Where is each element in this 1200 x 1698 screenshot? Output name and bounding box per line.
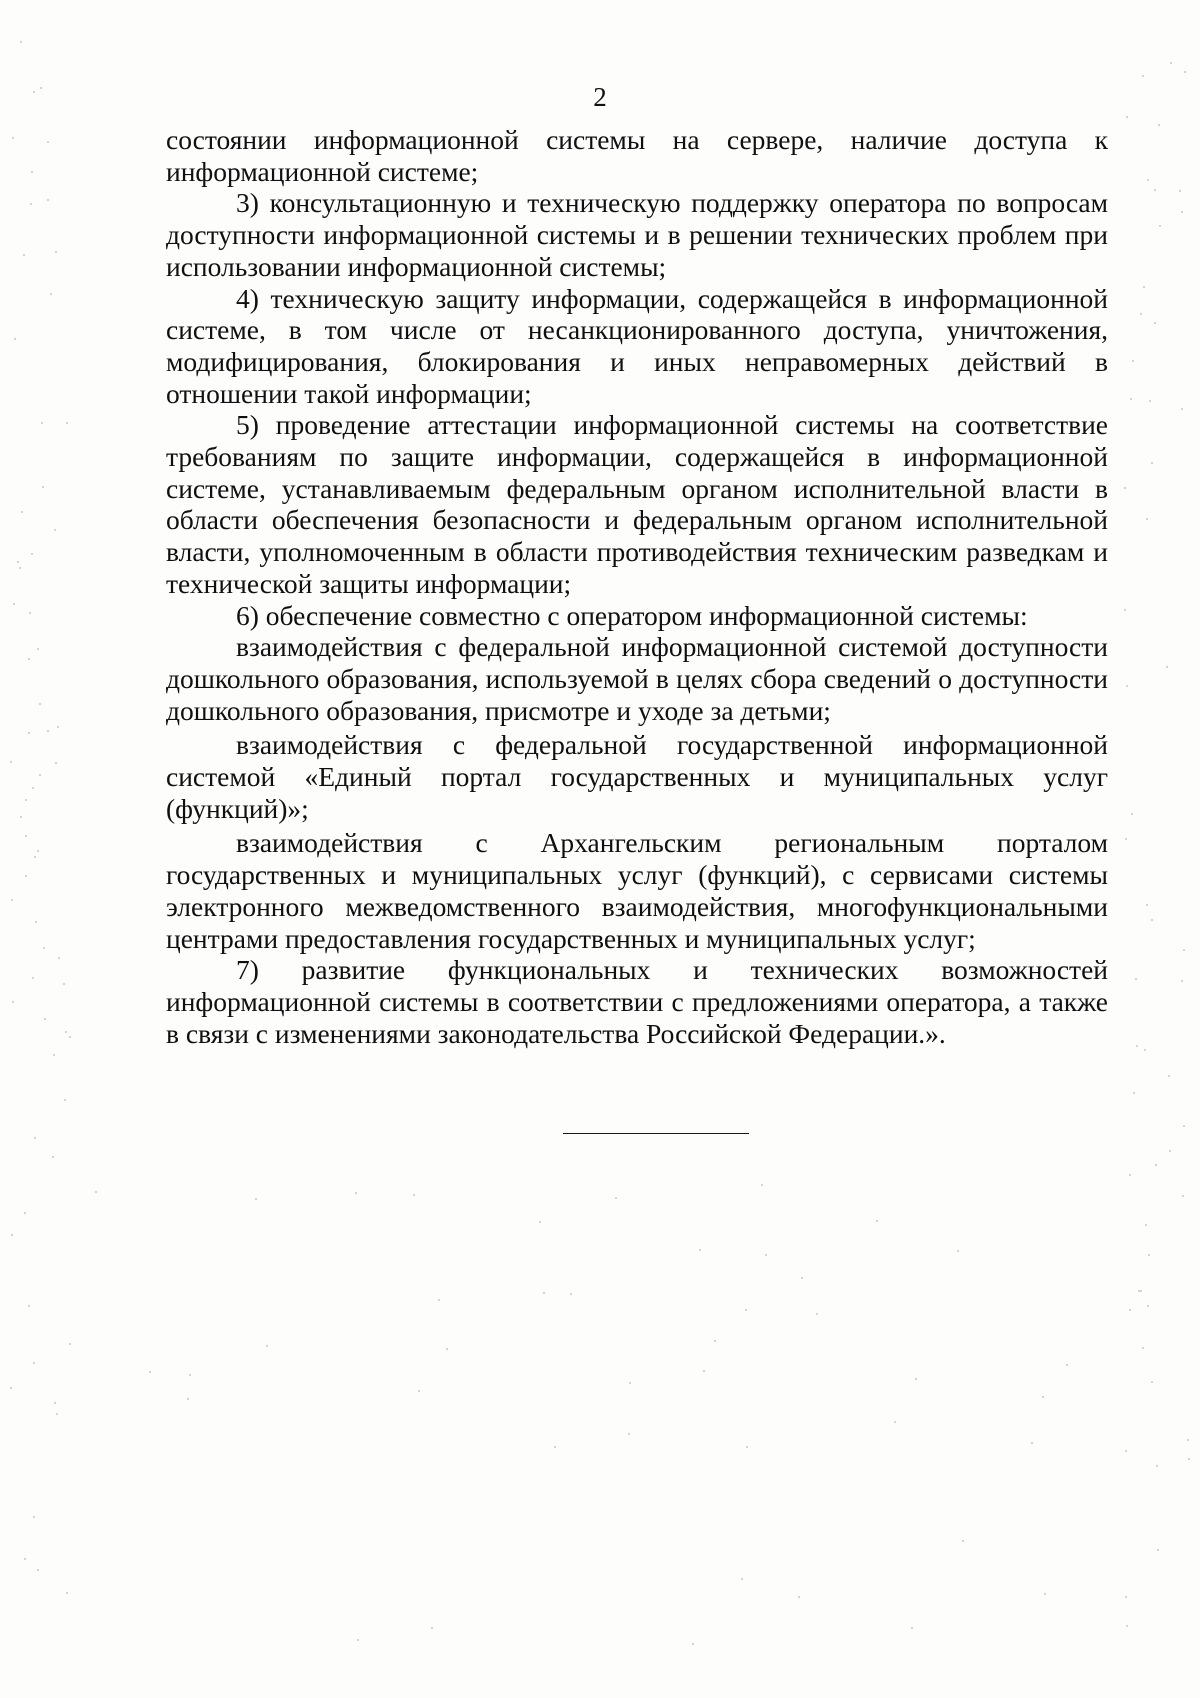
scan-speck xyxy=(14,338,16,340)
scan-speck xyxy=(915,1378,917,1380)
scan-speck xyxy=(1158,124,1160,126)
scan-speck xyxy=(19,567,21,569)
scan-speck xyxy=(1183,1125,1185,1127)
scan-speck xyxy=(1031,1442,1033,1444)
scan-speck xyxy=(65,1031,67,1033)
scan-speck xyxy=(1125,1596,1127,1598)
scan-speck xyxy=(1154,189,1156,191)
scan-speck xyxy=(629,1382,631,1384)
scan-speck xyxy=(431,1627,433,1629)
paragraph-item-7: 7) развитие функциональных и технических возможностей информационной системы в соответствии с предложениями оператора, а также в связи с изменениями законодательства Российской Федерации.». xyxy=(166,954,1108,1049)
scan-speck xyxy=(761,1184,763,1186)
scan-speck xyxy=(1130,398,1132,400)
scan-speck xyxy=(32,977,34,979)
scan-speck xyxy=(1144,1049,1146,1051)
scan-speck xyxy=(962,1540,964,1542)
paragraph-item-5: 5) проведение аттестации информационной системы на соответствие требованиям по защите информации, содержащейся в информационной системе, устанавливаемым федеральным органом исполнительной власти в области обеспечения безопасности и федеральным органом исполнительной власти, уполномоченным в области противодействия техническим разведкам и технической защиты информации; xyxy=(166,409,1108,599)
scan-speck xyxy=(1129,1174,1131,1176)
scan-speck xyxy=(1066,1364,1068,1366)
scan-speck xyxy=(1143,286,1145,288)
scan-speck xyxy=(11,1234,13,1236)
scan-speck xyxy=(266,1345,268,1347)
scan-speck xyxy=(33,1516,35,1518)
scan-speck xyxy=(1188,1458,1190,1460)
scan-speck xyxy=(29,612,31,614)
scan-speck xyxy=(1183,949,1185,951)
scan-speck xyxy=(43,947,45,949)
scan-speck xyxy=(39,703,41,705)
scan-speck xyxy=(957,1250,959,1252)
scan-speck xyxy=(615,1197,617,1199)
scan-speck xyxy=(187,1398,189,1400)
scan-speck xyxy=(1147,179,1149,181)
scan-speck xyxy=(1146,518,1148,520)
scan-speck xyxy=(34,1137,36,1139)
scan-speck xyxy=(1170,62,1172,64)
scan-speck xyxy=(1159,225,1161,227)
scan-speck xyxy=(1181,408,1183,410)
scan-speck xyxy=(47,141,49,143)
scan-speck xyxy=(1140,1290,1142,1292)
scan-speck xyxy=(357,1639,359,1641)
scan-speck xyxy=(446,1348,448,1350)
scan-speck xyxy=(1126,116,1128,118)
paragraph-item-6-sub-2: взаимодействия с федеральной государственной информационной системой «Единый портал государственных и муниципальных услуг (функций)»; xyxy=(166,729,1108,824)
scan-speck xyxy=(1151,919,1153,921)
scan-speck xyxy=(798,1596,800,1598)
scan-speck xyxy=(1179,190,1181,192)
scan-speck xyxy=(1151,462,1153,464)
scan-speck xyxy=(1147,1305,1149,1307)
paragraph-item-6-sub-1: взаимодействия с федеральной информационной системой доступности дошкольного образования, используемой в целях сбора сведений о доступности дошкольного образования, присмотре и уходе за детьми; xyxy=(166,631,1108,726)
end-of-text-rule xyxy=(563,1133,749,1134)
scan-speck xyxy=(54,1402,56,1404)
scan-speck xyxy=(1133,1092,1135,1094)
scan-speck xyxy=(699,1249,701,1251)
scan-speck xyxy=(25,875,27,877)
scan-speck xyxy=(21,511,23,513)
scan-speck xyxy=(44,1018,46,1020)
scan-speck xyxy=(54,529,56,531)
scan-speck xyxy=(1140,313,1142,315)
scan-speck xyxy=(25,799,27,801)
scan-speck xyxy=(1148,1254,1150,1256)
scan-speck xyxy=(32,787,34,789)
paragraph-item-4: 4) техническую защиту информации, содержащейся в информационной системе, в том числе от несанкционированного доступа, уничтожения, модифицирования, блокирования и иных неправомерных действий в отношении такой информации; xyxy=(166,282,1108,409)
scan-speck xyxy=(876,1220,878,1222)
scan-speck xyxy=(539,1221,541,1223)
scan-speck xyxy=(746,1446,748,1448)
scan-speck xyxy=(20,816,22,818)
scan-speck xyxy=(37,1569,39,1571)
scan-speck xyxy=(189,1374,191,1376)
scan-speck xyxy=(1168,1075,1170,1077)
scan-speck xyxy=(20,41,22,43)
scan-speck xyxy=(95,1191,97,1193)
scan-speck xyxy=(37,850,39,852)
page-number: 2 xyxy=(593,82,607,112)
scan-speck xyxy=(765,1254,767,1256)
scan-speck xyxy=(24,1558,26,1560)
scan-speck xyxy=(69,1343,71,1345)
scan-speck xyxy=(1184,71,1186,73)
scan-speck xyxy=(911,1627,913,1629)
scan-speck xyxy=(1129,1309,1131,1311)
scan-speck xyxy=(745,1309,747,1311)
scan-speck xyxy=(1182,1195,1184,1197)
scan-speck xyxy=(1157,1549,1159,1551)
scan-speck xyxy=(1146,904,1148,906)
scan-speck xyxy=(66,1592,68,1594)
scan-speck xyxy=(801,1277,803,1279)
scan-speck xyxy=(25,835,27,837)
scan-speck xyxy=(1044,1593,1046,1595)
scan-speck xyxy=(31,171,33,173)
paragraph-item-3: 3) консультационную и техническую поддержку оператора по вопросам доступности информационной системы и в решении технических проблем при использовании информационной системы; xyxy=(166,187,1108,282)
scan-speck xyxy=(33,1362,35,1364)
scan-speck xyxy=(63,983,65,985)
scan-speck xyxy=(28,1305,30,1307)
scan-speck xyxy=(1131,813,1133,815)
scan-speck xyxy=(24,1212,26,1214)
scan-speck xyxy=(703,1370,705,1372)
scan-speck xyxy=(39,774,41,776)
scan-speck xyxy=(34,856,36,858)
paragraph-item-6: 6) обеспечение совместно с оператором информационной системы: xyxy=(236,599,1028,631)
scan-speck xyxy=(35,921,37,923)
paragraph-continuation: состоянии информационной системы на сервере, наличие доступа к информационной системе; xyxy=(166,124,1108,187)
scan-speck xyxy=(10,1387,12,1389)
scan-speck xyxy=(894,1421,896,1423)
scan-speck xyxy=(1132,360,1134,362)
scan-speck xyxy=(53,1054,55,1056)
scan-speck xyxy=(1155,1164,1157,1166)
scan-speck xyxy=(1166,666,1168,668)
scan-speck xyxy=(1135,978,1137,980)
scan-speck xyxy=(714,1340,716,1342)
scan-speck xyxy=(413,1194,415,1196)
scan-speck xyxy=(41,422,43,424)
paragraph-item-6-sub-3: взаимодействия с Архангельским региональным порталом государственных и муниципальных услуг (функций), с сервисами системы электронного межведомственного взаимодействия, многофункциональными центрами предоставления государственных и муниципальных услуг; xyxy=(166,827,1108,954)
scan-speck xyxy=(1136,1045,1138,1047)
scan-speck xyxy=(11,899,13,901)
scan-speck xyxy=(12,137,14,139)
scan-speck xyxy=(52,1156,54,1158)
scan-speck xyxy=(12,1001,14,1003)
scan-speck xyxy=(816,1313,818,1315)
scan-speck xyxy=(47,730,49,732)
scan-speck xyxy=(42,486,44,488)
scan-speck xyxy=(1149,400,1151,402)
document-body xyxy=(166,124,1108,1049)
scan-speck xyxy=(1169,1150,1171,1152)
scan-speck xyxy=(355,1192,357,1194)
scan-speck xyxy=(1156,1465,1158,1467)
scan-speck xyxy=(50,293,52,295)
scan-speck xyxy=(13,603,15,605)
scan-speck xyxy=(1142,1347,1144,1349)
scan-speck xyxy=(570,1293,572,1295)
scan-speck xyxy=(741,1578,743,1580)
scan-speck xyxy=(31,553,33,555)
scan-speck xyxy=(438,1299,440,1301)
scan-speck xyxy=(543,1292,545,1294)
scan-speck xyxy=(69,1036,71,1038)
scan-speck xyxy=(149,1371,151,1373)
scan-speck xyxy=(55,762,57,764)
scan-speck xyxy=(30,203,32,205)
scan-speck xyxy=(554,1446,556,1448)
scan-speck xyxy=(255,1198,257,1200)
scan-speck xyxy=(1125,1450,1127,1452)
scan-speck xyxy=(23,254,25,256)
scan-speck xyxy=(1151,1381,1153,1383)
scan-speck xyxy=(37,648,39,650)
scan-speck xyxy=(418,1390,420,1392)
scan-speck xyxy=(1145,1224,1147,1226)
scan-speck xyxy=(1142,75,1144,77)
scan-speck xyxy=(56,1413,58,1415)
scan-speck xyxy=(1138,1290,1140,1292)
scan-speck xyxy=(55,251,57,253)
scan-speck xyxy=(10,761,12,763)
scan-speck xyxy=(28,658,30,660)
scan-speck xyxy=(628,1433,630,1435)
scan-speck xyxy=(1126,685,1128,687)
scan-speck xyxy=(1042,1396,1044,1398)
scan-speck xyxy=(1181,211,1183,213)
scan-speck xyxy=(1126,1625,1128,1627)
scan-speck xyxy=(64,1099,66,1101)
scan-speck xyxy=(692,1643,694,1645)
scan-speck xyxy=(1154,322,1156,324)
scan-speck xyxy=(1124,487,1126,489)
scan-speck xyxy=(57,726,59,728)
scan-speck xyxy=(17,561,19,563)
scan-speck xyxy=(58,957,60,959)
scan-speck xyxy=(28,732,30,734)
scan-speck xyxy=(1181,980,1183,982)
scan-speck xyxy=(1187,1439,1189,1441)
scan-speck xyxy=(1124,609,1126,611)
scan-speck xyxy=(1125,838,1127,840)
scan-speck xyxy=(66,422,68,424)
scan-speck xyxy=(47,199,49,201)
